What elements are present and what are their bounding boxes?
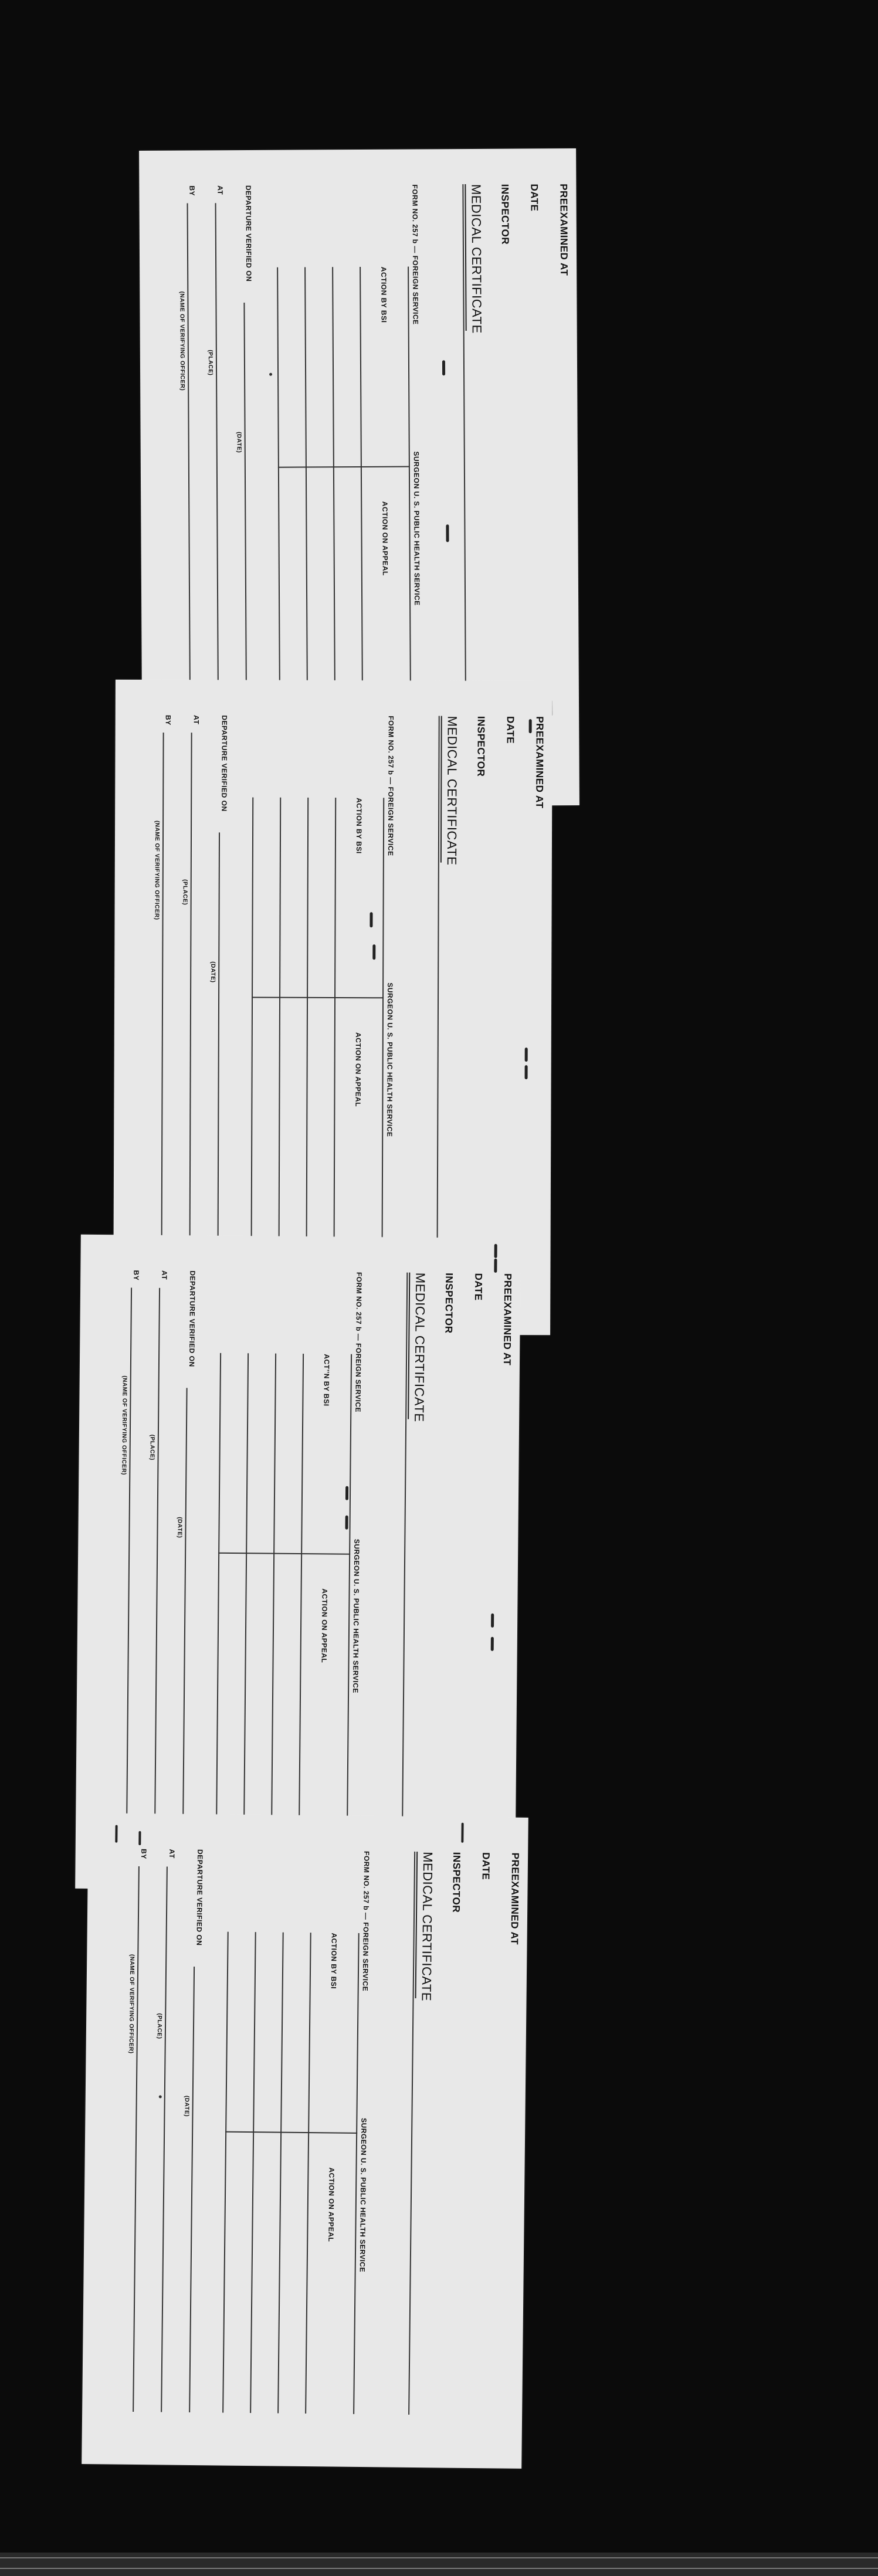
action-line-2: [332, 267, 335, 748]
ink-mark: [491, 1614, 494, 1628]
handwritten-marks: [521, 1818, 528, 2469]
date-hint: (DATE): [235, 432, 242, 453]
certificate-title: MEDICAL CERTIFICATE: [412, 1272, 428, 1422]
form-number: FORM NO. 257 b — FOREIGN SERVICE: [361, 1851, 371, 1992]
departure-date-line: [182, 1388, 188, 1833]
ink-dot: [159, 2095, 162, 2098]
action-line-2: [277, 1933, 284, 2414]
place-line: [189, 733, 192, 1278]
action-line-2: [306, 798, 309, 1279]
officer-line: [126, 1287, 132, 1833]
action-line-2: [271, 1354, 276, 1835]
surgeon-signature-label: SURGEON U. S. PUBLIC HEALTH SERVICE: [358, 2117, 368, 2273]
place-hint: (PLACE): [181, 879, 188, 906]
surgeon-signature-line: [408, 267, 411, 748]
place-hint: (PLACE): [206, 350, 214, 376]
action-line-4: [250, 798, 253, 1279]
ink-mark: [494, 1259, 497, 1273]
medical-certificate-card: [75, 1235, 521, 1893]
medical-certificate-form: [75, 1235, 521, 1893]
handwritten-marks: [515, 1238, 521, 1892]
ink-mark: [345, 1486, 348, 1500]
action-column-divider: [278, 466, 410, 468]
surgeon-signature-label: SURGEON U. S. PUBLIC HEALTH SERVICE: [412, 451, 422, 606]
surgeon-signature-line: [353, 1933, 360, 2414]
handwritten-marks: [550, 681, 552, 1335]
inspector-label: INSPECTOR: [499, 184, 511, 245]
preexamined-at-label: PREEXAMINED AT: [501, 1273, 514, 1366]
action-line-4: [216, 1353, 221, 1834]
action-line-4: [222, 1932, 229, 2413]
action-line-3: [243, 1353, 249, 1834]
preexamined-at-label: PREEXAMINED AT: [558, 184, 570, 276]
form-number: FORM NO. 257 b — FOREIGN SERVICE: [354, 1272, 364, 1413]
surgeon-signature-line: [347, 1354, 352, 1835]
officer-line: [161, 733, 164, 1278]
ink-mark: [372, 944, 375, 960]
surgeon-signature-line: [381, 798, 384, 1279]
inspector-label: INSPECTOR: [475, 716, 487, 777]
date-label: DATE: [480, 1852, 492, 1880]
action-by-bsi-label: ACTION BY BSI: [329, 1933, 338, 1989]
handwritten-marks: [576, 148, 579, 805]
inspector-label: INSPECTOR: [443, 1273, 455, 1334]
action-line-4: [277, 267, 280, 748]
by-label: BY: [188, 185, 196, 196]
form-number: FORM NO. 257 b — FOREIGN SERVICE: [411, 184, 420, 325]
by-label: BY: [164, 714, 172, 726]
ink-mark: [138, 1831, 141, 1845]
action-line-3: [278, 798, 281, 1279]
departure-date-line: [189, 1967, 195, 2412]
ink-mark: [525, 1048, 528, 1062]
place-line: [154, 1288, 160, 1833]
place-hint: (PLACE): [148, 1434, 155, 1460]
certificate-title: MEDICAL CERTIFICATE: [419, 1852, 436, 2002]
date-label: DATE: [528, 184, 540, 212]
date-hint: (DATE): [176, 1517, 183, 1538]
place-line: [161, 1867, 168, 2412]
at-label: AT: [160, 1270, 169, 1280]
ink-mark: [369, 912, 372, 927]
action-on-appeal-label: ACTION ON APPEAL: [354, 1032, 362, 1107]
action-on-appeal-label: ACTION ON APPEAL: [381, 501, 389, 576]
action-line-3: [250, 1932, 256, 2413]
preexamined-at-label: PREEXAMINED AT: [509, 1852, 521, 1945]
ink-mark: [446, 524, 449, 542]
title-rule: [402, 1273, 408, 1836]
officer-line: [133, 1866, 140, 2412]
surgeon-signature-label: SURGEON U. S. PUBLIC HEALTH SERVICE: [351, 1538, 361, 1694]
preexamined-at-label: PREEXAMINED AT: [534, 716, 545, 809]
action-line-1: [360, 267, 363, 748]
by-label: BY: [140, 1849, 148, 1859]
ink-mark: [115, 1825, 117, 1843]
medical-certificate-card: [82, 1813, 528, 2469]
ink-mark: [461, 1823, 463, 1843]
action-column-divider: [218, 1553, 350, 1555]
ink-mark: [529, 719, 532, 733]
medical-certificate-form: [82, 1813, 528, 2469]
departure-verified-label: DEPARTURE VERIFIED ON: [195, 1849, 205, 1946]
at-label: AT: [216, 185, 225, 195]
officer-hint: (NAME OF VERIFYING OFFICER): [178, 291, 186, 391]
title-rule: [436, 716, 439, 1279]
action-by-bsi-label: ACT’’N BY BSI: [322, 1354, 331, 1406]
ink-mark: [345, 1516, 348, 1530]
title-underline: [408, 1273, 410, 1419]
action-line-1: [305, 1933, 311, 2414]
surgeon-signature-label: SURGEON U. S. PUBLIC HEALTH SERVICE: [385, 982, 395, 1137]
ink-mark: [525, 1065, 528, 1079]
title-rule: [408, 1852, 415, 2415]
officer-hint: (NAME OF VERIFYING OFFICER): [120, 1375, 128, 1476]
by-label: BY: [132, 1270, 141, 1281]
place-hint: (PLACE): [155, 2013, 163, 2039]
date-hint: (DATE): [183, 2095, 190, 2117]
title-underline: [465, 184, 466, 331]
date-label: DATE: [504, 716, 516, 744]
date-label: DATE: [472, 1273, 484, 1301]
ink-dot: [269, 373, 272, 376]
action-on-appeal-label: ACTION ON APPEAL: [327, 2167, 336, 2242]
action-line-3: [304, 267, 308, 748]
action-column-divider: [225, 2131, 357, 2134]
action-by-bsi-label: ACTION BY BSI: [379, 266, 388, 323]
certificate-title: MEDICAL CERTIFICATE: [444, 716, 460, 866]
officer-line: [187, 204, 191, 749]
ink-mark: [494, 1244, 497, 1258]
at-label: AT: [168, 1849, 177, 1859]
ink-mark: [491, 1637, 494, 1651]
departure-verified-label: DEPARTURE VERIFIED ON: [244, 185, 253, 282]
film-edge-strip: [0, 2553, 878, 2576]
action-line-1: [299, 1354, 304, 1835]
officer-hint: (NAME OF VERIFYING OFFICER): [127, 1954, 135, 2054]
form-number: FORM NO. 257 b — FOREIGN SERVICE: [386, 716, 395, 856]
departure-verified-label: DEPARTURE VERIFIED ON: [220, 715, 229, 812]
date-hint: (DATE): [209, 961, 216, 983]
action-by-bsi-label: ACTION BY BSI: [354, 798, 364, 854]
inspector-label: INSPECTOR: [450, 1852, 463, 1913]
action-column-divider: [252, 997, 384, 999]
action-line-1: [333, 798, 336, 1279]
place-line: [215, 203, 219, 748]
at-label: AT: [192, 715, 201, 725]
title-underline: [440, 716, 442, 863]
ink-mark: [442, 360, 445, 375]
certificate-title: MEDICAL CERTIFICATE: [469, 184, 484, 334]
action-on-appeal-label: ACTION ON APPEAL: [320, 1588, 329, 1663]
departure-verified-label: DEPARTURE VERIFIED ON: [187, 1270, 197, 1367]
officer-hint: (NAME OF VERIFYING OFFICER): [153, 820, 161, 920]
departure-date-line: [217, 832, 220, 1278]
title-underline: [415, 1852, 418, 1998]
